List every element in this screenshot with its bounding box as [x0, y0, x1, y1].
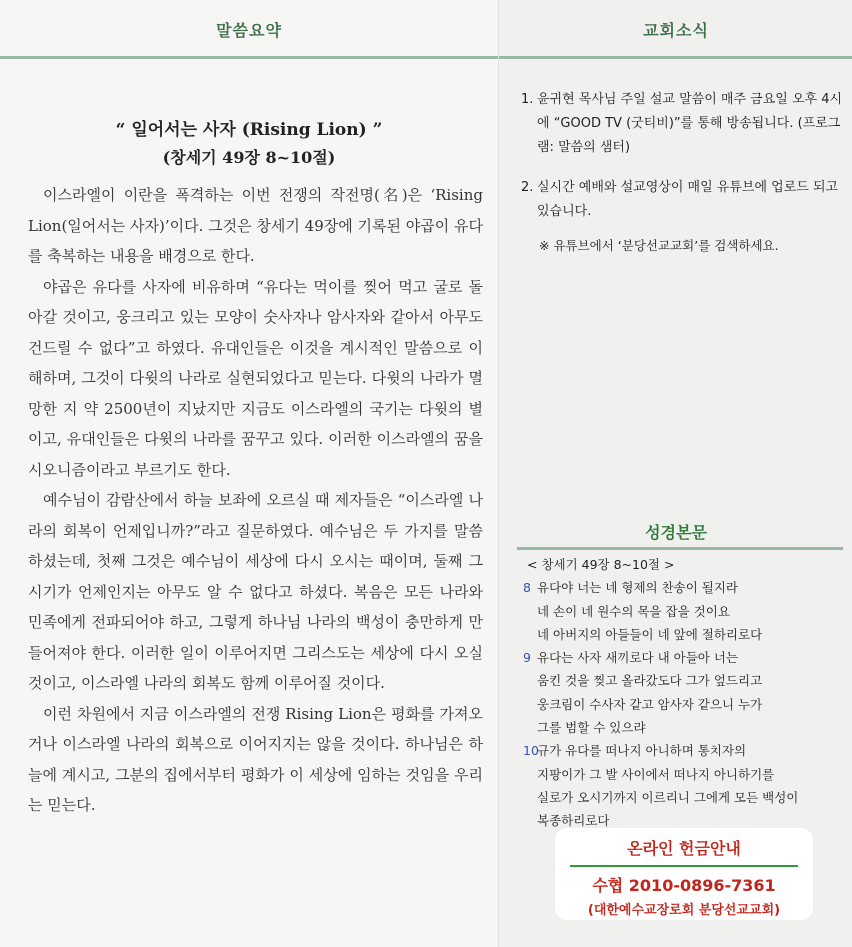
- news-list: [521, 88, 843, 258]
- verse-text: [537, 739, 843, 832]
- scripture-header: 성경본문: [645, 523, 707, 542]
- sermon-paragraph: 야곱은 유다를 사자에 비유하며 “유다는 먹이를 찢어 먹고 굴로 돌아갈 것이고, 웅크리고 있는 모양이 숫사자나 암사자와 같아서 아무도 건드릴 수 없다”고 하였다. 유대인들은 이것을 계시적인 말씀으로 이해하며, 그것이 다윗의 나라로 실현되었다고 믿는다. 다윗의 나라가 멸망한 지 약 2500년이 지났지만 지금도 이스라엘의 국기는 다윗의 별이고, 유대인들은 다윗의 나라를 꿈꾸고 있다. 이러한 이스라엘의 꿈을 시오니즘이라고 부르기도 한다.: [28, 277, 483, 479]
- verse-line: 규가 유다를 떠나지 아니하며 통치자의: [537, 743, 747, 759]
- header-divider: [0, 56, 498, 59]
- scripture-reference: < 창세기 49장 8~10절 >: [527, 557, 675, 572]
- online-offering-box: [555, 828, 813, 920]
- verse-line: 그를 범할 수 있으랴: [537, 720, 646, 736]
- verse-number: 10: [523, 743, 539, 759]
- offering-account: 수협 2010-0896-7361: [592, 876, 776, 895]
- scripture-text: [523, 553, 843, 833]
- verse-line: 웅크림이 수사자 같고 암사자 같으니 누가: [537, 696, 763, 712]
- sermon-paragraph: 예수님이 감람산에서 하늘 보좌에 오르실 때 제자들은 “이스라엘 나라의 회복이 언제입니까?”라고 질문하였다. 예수님은 두 가지를 말씀하셨는데, 첫째 그것은 예수님이 세상에 다시 오시는 때이며, 둘째 그 시기가 언제인지는 아무도 알 수 없다고 하셨다. 복음은 모든 나라와 민족에게 전파되어야 하고, 그렇게 하나님 나라의 백성이 충만하게 만들어져야 한다. 이러한 일이 이루어지면 그리스도는 세상에 다시 오실 것이고, 이스라엘 나라의 회복도 함께 이루어질 것이다.: [28, 491, 483, 692]
- news-item: [521, 88, 843, 160]
- news-number: 1.: [521, 92, 534, 107]
- verse: [523, 739, 843, 832]
- verse-number: 9: [523, 650, 531, 666]
- header-divider: [499, 56, 852, 59]
- offering-divider: [570, 865, 798, 867]
- verse-line: 실로가 오시기까지 이르리니 그에게 모든 백성이: [537, 789, 799, 805]
- verse-line: 네 아버지의 아들들이 네 앞에 절하리로다: [537, 626, 763, 642]
- sermon-title: “ 일어서는 사자 (Rising Lion) ”: [115, 120, 383, 140]
- verse: [523, 576, 843, 646]
- verse-text: [537, 576, 843, 646]
- news-number: 2.: [521, 180, 534, 195]
- verse-line: 유다는 사자 새끼로다 내 아들아 너는: [537, 650, 738, 666]
- news-text: 실시간 예배와 설교영상이 매일 유튜브에 업로드 되고 있습니다.: [537, 180, 839, 219]
- verse: [523, 646, 843, 739]
- news-item: [521, 176, 843, 224]
- verse-text: [537, 646, 843, 739]
- sermon-paragraph: 이런 차원에서 지금 이스라엘의 전쟁 Rising Lion은 평화를 가져오거나 이스라엘 나라의 회복으로 이어지지는 않을 것이다. 하나님은 하늘에 계시고, 그분의 집에서부터 평화가 이 세상에 임하는 것임을 우리는 믿는다.: [28, 704, 483, 814]
- verse-line: 복종하리로다: [537, 813, 610, 829]
- sermon-body: [28, 180, 483, 821]
- scripture-divider: [517, 547, 843, 550]
- offering-title: 온라인 헌금안내: [627, 839, 741, 858]
- offering-church-name: (대한예수교장로회 분당선교교회): [587, 903, 781, 918]
- verse-line: 지팡이가 그 발 사이에서 떠나지 아니하기를: [537, 766, 775, 782]
- verse-line: 움킨 것을 찢고 올라갔도다 그가 엎드리고: [537, 673, 763, 689]
- verse-line: 네 손이 네 원수의 목을 잡을 것이요: [537, 603, 730, 619]
- verse-line: 유다야 너는 네 형제의 찬송이 될지라: [537, 580, 738, 596]
- news-text: 윤귀현 목사님 주일 설교 말씀이 매주 금요일 오후 4시에 “GOOD TV (굿티비)”를 통해 방송됩니다. (프로그램: 말씀의 샘터): [537, 92, 843, 155]
- verse-number: 8: [523, 580, 531, 596]
- youtube-note: ※ 유튜브에서 ‘분당선교교회’를 검색하세요.: [539, 238, 779, 253]
- sermon-reference: (창세기 49장 8~10절): [162, 148, 336, 167]
- sermon-summary-header: 말씀요약: [216, 21, 282, 40]
- church-news-column: [498, 0, 852, 947]
- sermon-paragraph: 이스라엘이 이란을 폭격하는 이번 전쟁의 작전명(名)은 ‘Rising Lion(일어서는 사자)’이다. 그것은 창세기 49장에 기록된 야곱이 유다를 축복하는 내용을 배경으로 한다.: [28, 186, 483, 265]
- church-news-header: 교회소식: [643, 21, 709, 40]
